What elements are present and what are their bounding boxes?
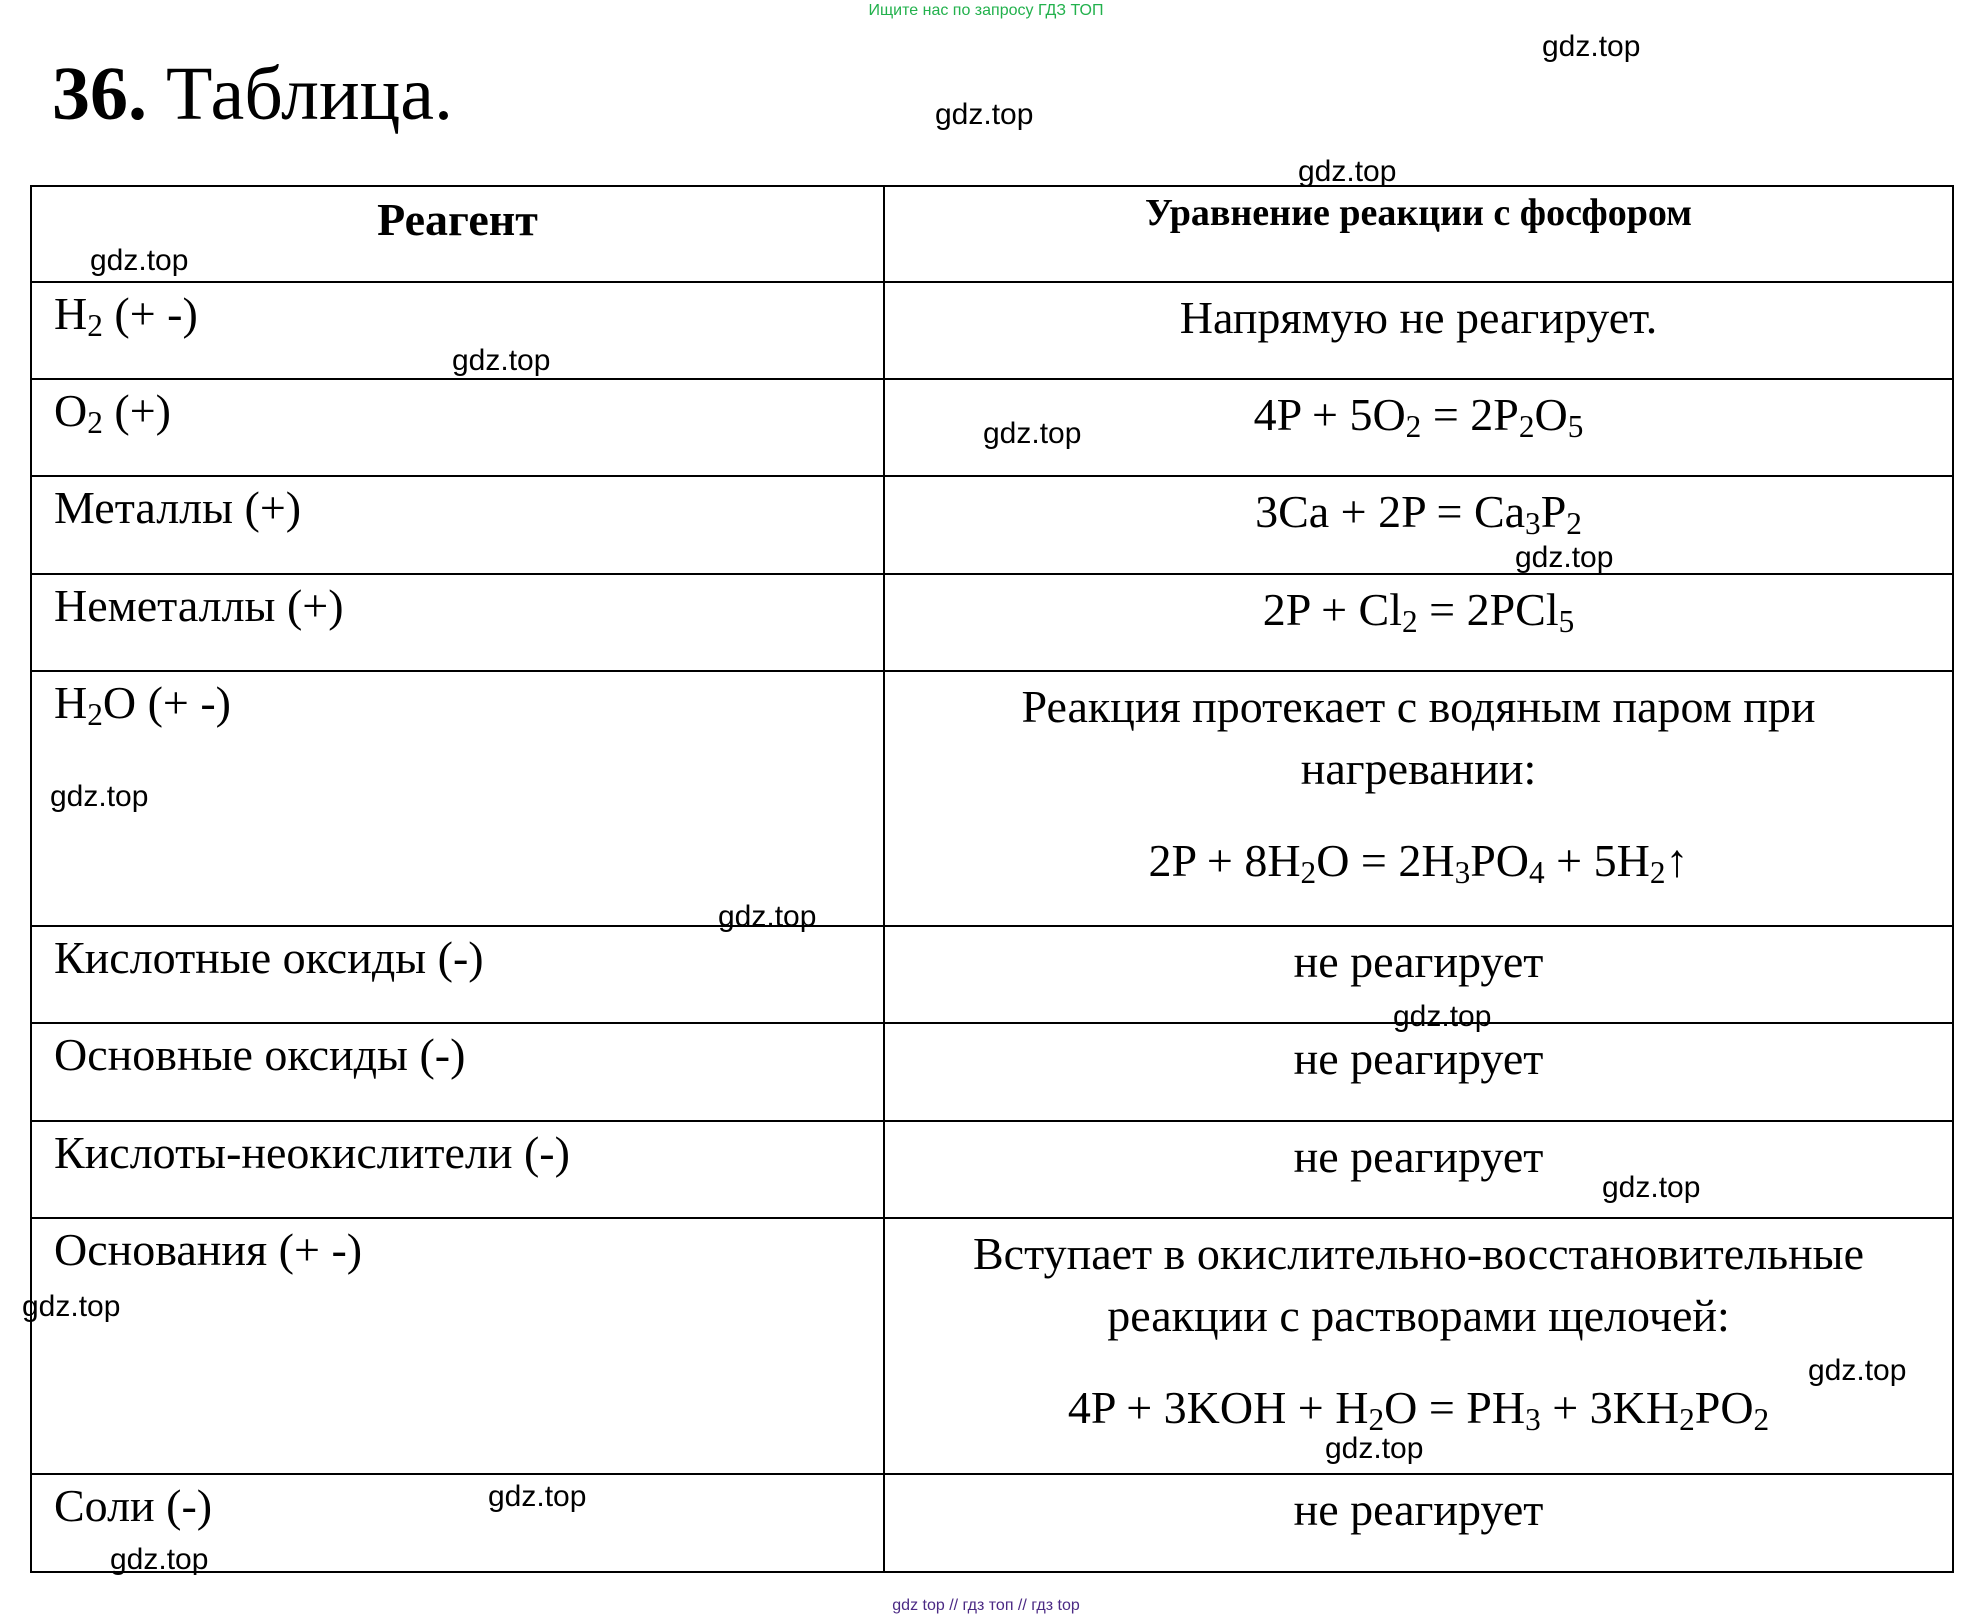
- text-segment: H: [54, 677, 88, 728]
- text-segment: не реагирует: [1293, 1033, 1544, 1084]
- text-segment: O = PH: [1384, 1382, 1526, 1433]
- text-segment: не реагирует: [1293, 936, 1544, 987]
- equation-line: [885, 287, 1952, 349]
- watermark: gdz.top: [90, 244, 189, 277]
- subscript: 2: [1649, 854, 1666, 890]
- watermark: gdz.top: [983, 417, 1082, 450]
- equation-line: [885, 1028, 1952, 1090]
- table-row: [31, 1218, 1953, 1474]
- subscript: 2: [1405, 408, 1422, 444]
- equation-cell: [884, 671, 1953, 926]
- watermark: gdz.top: [452, 344, 551, 377]
- text-segment: (+): [102, 385, 171, 436]
- reaction-equation: [885, 1377, 1952, 1439]
- equation-line: [885, 931, 1952, 993]
- text-segment: 4P + 3KOH + H: [1067, 1382, 1369, 1433]
- subscript: 2: [87, 696, 103, 732]
- task-number: 36.: [52, 52, 147, 136]
- text-segment: Вступает в окислительно-восстановительные: [972, 1228, 1865, 1279]
- footer: gdz top // гдз топ // гдз top: [892, 1597, 1080, 1614]
- watermark: gdz.top: [1602, 1171, 1701, 1204]
- text-segment: не реагирует: [1293, 1484, 1544, 1535]
- subscript: 3: [1525, 1401, 1541, 1437]
- watermark: gdz.top: [1808, 1354, 1907, 1387]
- reagent-cell: [31, 926, 884, 1023]
- header-equation: Уравнение реакции с фосфором: [884, 186, 1953, 282]
- equation-line: [885, 1126, 1952, 1188]
- watermark: gdz.top: [110, 1543, 209, 1576]
- subscript: 2: [1753, 1401, 1770, 1437]
- subscript: 4: [1529, 854, 1545, 890]
- reagent-cell: [31, 379, 884, 476]
- table-row: [31, 1474, 1953, 1572]
- watermark: gdz.top: [488, 1480, 587, 1513]
- table-header-row: [31, 186, 1953, 282]
- equation-cell: [884, 1121, 1953, 1218]
- watermark: gdz.top: [935, 98, 1034, 131]
- watermark: gdz.top: [1393, 1000, 1492, 1033]
- top-banner: Ищите нас по запросу ГДЗ ТОП: [868, 2, 1104, 19]
- subscript: 2: [1518, 408, 1535, 444]
- text-segment: = 2PCl: [1417, 584, 1559, 635]
- text-segment: Кислоты-неокислители (-): [54, 1127, 570, 1178]
- text-segment: + 5H: [1544, 835, 1650, 886]
- table-row: [31, 1023, 1953, 1121]
- table-row: [31, 671, 1953, 926]
- text-segment: 3Ca + 2P = Ca: [1255, 486, 1526, 537]
- equation-cell: [884, 1023, 1953, 1121]
- header-reagent: Реагент: [31, 186, 884, 282]
- text-segment: Основные оксиды (-): [54, 1029, 466, 1080]
- text-segment: O: [54, 385, 88, 436]
- text-segment: нагревании:: [1300, 743, 1537, 794]
- subscript: 2: [1368, 1401, 1385, 1437]
- subscript: 2: [1566, 505, 1582, 541]
- text-segment: Напрямую не реагирует.: [1179, 292, 1658, 343]
- reagent-cell: [31, 1218, 884, 1474]
- watermark: gdz.top: [1515, 541, 1614, 574]
- watermark: gdz.top: [718, 900, 817, 933]
- reagent-cell: [31, 476, 884, 574]
- page-title: [52, 52, 454, 136]
- text-segment: Реакция протекает с водяным паром при: [1021, 681, 1816, 732]
- equation-cell: [884, 282, 1953, 379]
- text-segment: 4P + 5O: [1253, 389, 1406, 440]
- watermark: gdz.top: [1298, 155, 1397, 188]
- task-title: Таблица.: [166, 52, 454, 136]
- text-segment: PO: [1470, 835, 1530, 886]
- text-segment: Металлы (+): [54, 482, 302, 533]
- text-segment: 2P + 8H: [1148, 835, 1301, 886]
- watermark: gdz.top: [1542, 30, 1641, 63]
- text-segment: 2P + Cl: [1262, 584, 1402, 635]
- text-segment: (+ -): [102, 288, 198, 339]
- text-segment: + 3KH: [1540, 1382, 1680, 1433]
- subscript: 5: [1567, 408, 1584, 444]
- text-segment: ↑: [1665, 835, 1689, 886]
- reagent-cell: [31, 671, 884, 926]
- subscript: 2: [87, 404, 103, 440]
- table-row: [31, 926, 1953, 1023]
- subscript: 2: [1300, 854, 1317, 890]
- subscript: 5: [1558, 603, 1575, 639]
- subscript: 2: [1679, 1401, 1695, 1437]
- text-segment: Основания (+ -): [54, 1224, 363, 1275]
- equation-line: [885, 1285, 1952, 1347]
- text-segment: Неметаллы (+): [54, 580, 344, 631]
- equation-line: [885, 738, 1952, 800]
- reagent-cell: [31, 1023, 884, 1121]
- reagent-cell: [31, 574, 884, 671]
- subscript: 3: [1525, 505, 1541, 541]
- phosphorus-reactions-table: [30, 185, 1954, 1576]
- text-segment: Кислотные оксиды (-): [54, 932, 484, 983]
- subscript: 3: [1454, 854, 1471, 890]
- equation-cell: [884, 476, 1953, 574]
- watermark: gdz.top: [22, 1290, 121, 1323]
- equation-line: [885, 1223, 1952, 1285]
- equation-line: [885, 579, 1952, 641]
- watermark: gdz.top: [50, 780, 149, 813]
- equation-line: [885, 1479, 1952, 1541]
- reaction-equation: [885, 830, 1952, 892]
- equation-cell: [884, 1474, 1953, 1572]
- table-row: [31, 282, 1953, 379]
- text-segment: не реагирует: [1293, 1131, 1544, 1182]
- table-row: [31, 476, 1953, 574]
- text-segment: P: [1540, 486, 1567, 537]
- text-segment: PO: [1694, 1382, 1754, 1433]
- text-segment: реакции с растворами щелочей:: [1107, 1290, 1730, 1341]
- text-segment: = 2P: [1421, 389, 1519, 440]
- text-segment: O (+ -): [102, 677, 231, 728]
- text-segment: O: [1534, 389, 1568, 440]
- text-segment: Соли (-): [54, 1480, 213, 1531]
- text-segment: O = 2H: [1316, 835, 1455, 886]
- equation-line: [885, 676, 1952, 738]
- equation-line: [885, 481, 1952, 543]
- table-row: [31, 574, 1953, 671]
- subscript: 2: [1402, 603, 1418, 639]
- subscript: 2: [87, 307, 103, 343]
- reagent-cell: [31, 1121, 884, 1218]
- equation-cell: [884, 574, 1953, 671]
- watermark: gdz.top: [1325, 1432, 1424, 1465]
- text-segment: H: [54, 288, 88, 339]
